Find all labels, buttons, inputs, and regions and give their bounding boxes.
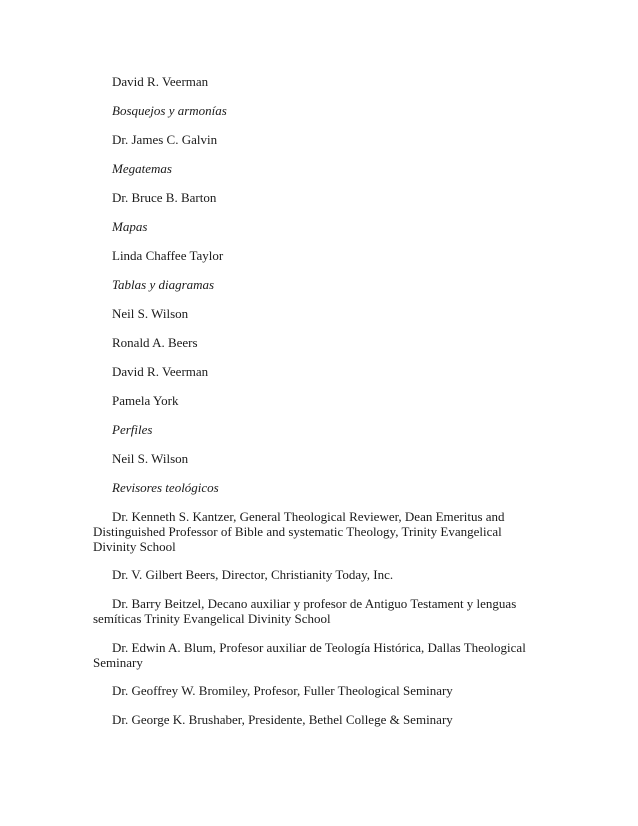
credit-name: Neil S. Wilson: [112, 306, 189, 321]
section-heading: Mapas: [112, 219, 148, 234]
section-heading: Megatemas: [112, 161, 172, 176]
reviewer-paragraph: Dr. Kenneth S. Kantzer, General Theological Reviewer, Dean Emeritus and Distinguished Professor of Bible and systematic Theology, Trinity Evangelical Divinity School: [93, 509, 505, 554]
credit-name: Ronald A. Beers: [112, 335, 198, 350]
credit-name: David R. Veerman: [112, 74, 209, 89]
section-heading: Tablas y diagramas: [112, 277, 215, 292]
credit-name: Pamela York: [112, 393, 179, 408]
credit-name: Linda Chaffee Taylor: [112, 248, 224, 263]
section-heading: Revisores teológicos: [112, 480, 219, 495]
reviewer-paragraph: Dr. Geoffrey W. Bromiley, Profesor, Fuller Theological Seminary: [112, 683, 453, 698]
credit-name: David R. Veerman: [112, 364, 209, 379]
section-heading: Perfiles: [112, 422, 153, 437]
credit-name: Dr. Bruce B. Barton: [112, 190, 217, 205]
reviewer-paragraph: Dr. George K. Brushaber, Presidente, Bethel College & Seminary: [112, 712, 453, 727]
reviewer-paragraph: Dr. V. Gilbert Beers, Director, Christianity Today, Inc.: [112, 567, 394, 582]
reviewer-paragraph: Dr. Barry Beitzel, Decano auxiliar y profesor de Antiguo Testament y lenguas semíticas Trinity Evangelical Divinity School: [93, 596, 517, 626]
credit-name: Dr. James C. Galvin: [112, 132, 218, 147]
reviewer-paragraph: Dr. Edwin A. Blum, Profesor auxiliar de Teología Histórica, Dallas Theological Seminary: [93, 640, 526, 670]
section-heading: Bosquejos y armonías: [112, 103, 227, 118]
credit-name: Neil S. Wilson: [112, 451, 189, 466]
